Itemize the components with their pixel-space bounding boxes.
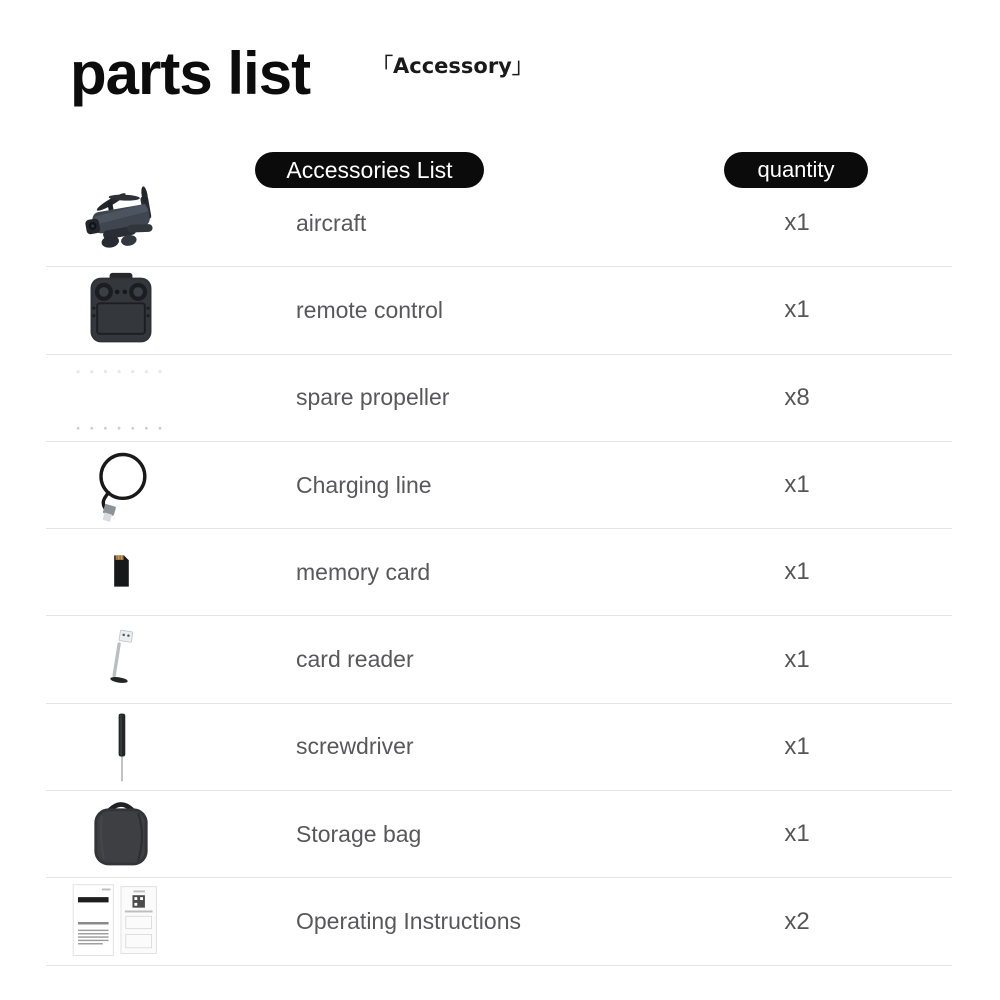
drone-icon [71,185,171,261]
table-row [46,355,952,442]
item-name: Charging line [296,471,432,498]
table-row [46,442,952,529]
charging-cable-icon [82,445,160,525]
remote-control-icon [81,270,161,350]
screwdriver-icon [82,707,160,787]
card-reader-icon [82,620,160,700]
item-quantity: x1 [784,558,810,586]
item-quantity: x2 [784,907,810,935]
table-row [46,791,952,878]
item-name: remote control [296,296,444,323]
storage-bag-icon [77,795,165,873]
quantity-header-label: quantity [757,157,835,182]
item-name: aircraft [296,209,367,236]
propellers-icon [65,359,177,437]
item-name: spare propeller [296,384,450,411]
accessories-list-header-label: Accessories List [286,156,453,183]
table-row [46,529,952,616]
table-row [46,180,952,267]
manuals-icon [66,878,176,966]
item-quantity: x1 [784,820,810,848]
item-name: memory card [296,558,431,585]
item-name: Operating Instructions [296,908,522,935]
item-name: card reader [296,646,414,673]
item-name: screwdriver [296,733,414,760]
table-row [46,267,952,354]
table-row [46,878,952,965]
item-quantity: x1 [784,471,810,499]
memory-card-icon [82,532,160,612]
item-quantity: x8 [784,383,810,411]
page-title: parts list [70,40,311,107]
item-name: Storage bag [296,820,422,847]
item-quantity: x1 [784,645,810,673]
accessories-table [46,180,952,966]
page-subtitle: 「Accessory」 [372,54,533,78]
item-quantity: x1 [784,209,810,237]
table-row [46,616,952,703]
table-row [46,704,952,791]
item-quantity: x1 [784,296,810,324]
item-quantity: x1 [784,732,810,760]
